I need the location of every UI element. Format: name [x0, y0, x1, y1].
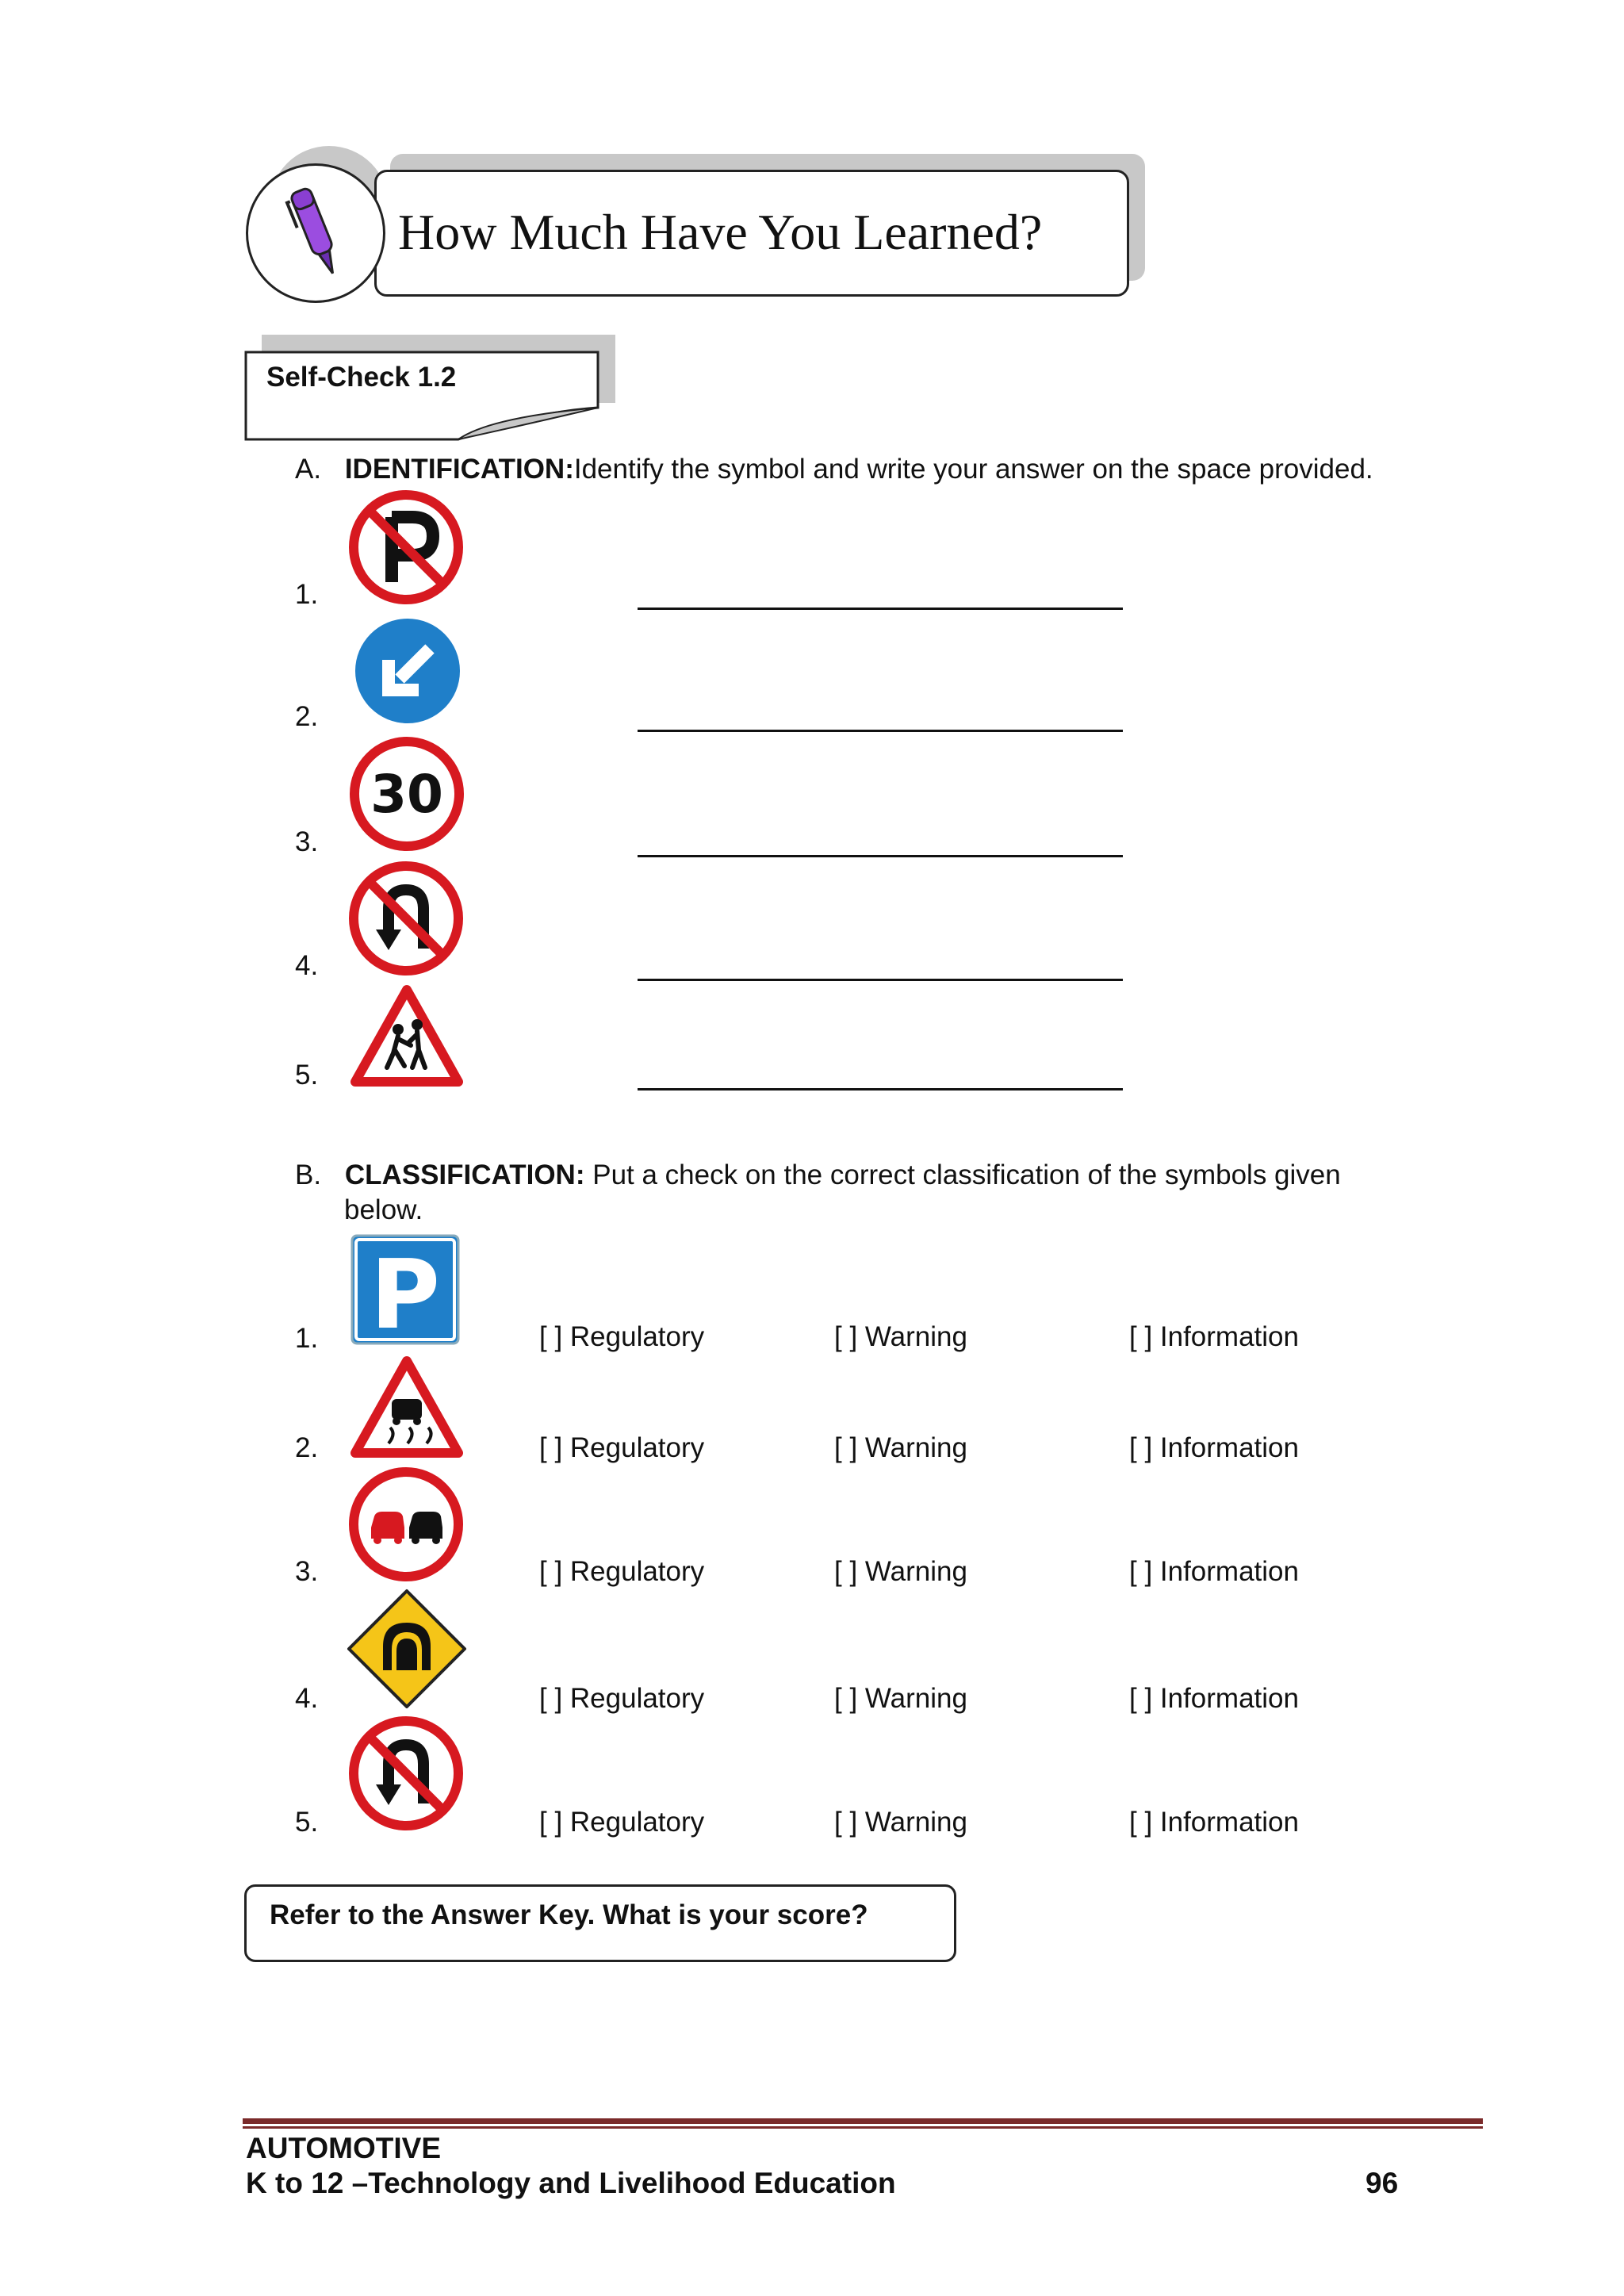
section-a-heading	[295, 454, 1373, 485]
page-title: How Much Have You Learned?	[398, 204, 1043, 260]
slippery-road-sign	[349, 1355, 465, 1461]
item-number: 4.	[295, 950, 319, 981]
section-b-heading	[295, 1159, 1341, 1191]
option-regulatory[interactable]: [ ] Regulatory	[539, 1556, 705, 1587]
section-b-instruction: Put a check on the correct classification of the symbols given	[592, 1159, 1341, 1190]
footer-subject: AUTOMOTIVE	[246, 2132, 441, 2164]
option-information[interactable]: [ ] Information	[1129, 1807, 1299, 1838]
section-b-letter: B.	[295, 1159, 322, 1190]
pen-badge	[246, 163, 385, 303]
item-number: 4.	[295, 1683, 319, 1714]
footer-course: K to 12 –Technology and Livelihood Education	[246, 2167, 896, 2199]
item-number: 5.	[295, 1060, 319, 1091]
item-number: 2.	[295, 701, 319, 732]
footer-rule	[243, 2118, 1483, 2124]
item-number: 1.	[295, 1323, 319, 1354]
score-prompt: Refer to the Answer Key. What is your score?	[270, 1899, 868, 1930]
no-u-turn-sign	[347, 1715, 465, 1832]
section-b-title: CLASSIFICATION:	[344, 1159, 585, 1190]
option-regulatory[interactable]: [ ] Regulatory	[539, 1807, 705, 1838]
page-number: 96	[1365, 2167, 1399, 2199]
item-number: 5.	[295, 1807, 319, 1838]
no-parking-sign	[347, 489, 465, 606]
tunnel-sign	[346, 1588, 468, 1710]
speed-limit-sign	[347, 734, 466, 853]
self-check-label: Self-Check 1.2	[266, 362, 457, 393]
answer-line[interactable]	[638, 979, 1123, 981]
item-number: 3.	[295, 826, 319, 857]
parking-sign	[350, 1234, 460, 1345]
item-number: 1.	[295, 579, 319, 610]
item-number: 2.	[295, 1432, 319, 1463]
option-information[interactable]: [ ] Information	[1129, 1556, 1299, 1587]
section-a-letter: A.	[295, 454, 322, 485]
option-warning[interactable]: [ ] Warning	[834, 1432, 967, 1463]
section-a-title: IDENTIFICATION:	[344, 454, 574, 485]
option-warning[interactable]: [ ] Warning	[834, 1683, 967, 1714]
section-a-instruction: Identify the symbol and write your answer on the space provided.	[573, 454, 1373, 485]
answer-line[interactable]	[638, 608, 1123, 610]
option-regulatory[interactable]: [ ] Regulatory	[539, 1683, 705, 1714]
option-regulatory[interactable]: [ ] Regulatory	[539, 1321, 705, 1352]
option-information[interactable]: [ ] Information	[1129, 1321, 1299, 1352]
option-information[interactable]: [ ] Information	[1129, 1432, 1299, 1463]
pen-icon	[248, 166, 383, 301]
section-b-instruction-cont: below.	[344, 1194, 423, 1225]
option-regulatory[interactable]: [ ] Regulatory	[539, 1432, 705, 1463]
children-crossing-sign	[349, 983, 465, 1090]
speed-limit-value: 30	[370, 764, 443, 825]
answer-line[interactable]	[638, 730, 1123, 732]
option-warning[interactable]: [ ] Warning	[834, 1807, 967, 1838]
no-u-turn-sign	[347, 860, 465, 977]
option-warning[interactable]: [ ] Warning	[834, 1556, 967, 1587]
answer-line[interactable]	[638, 1088, 1123, 1091]
parking-letter: P	[370, 1240, 440, 1345]
option-information[interactable]: [ ] Information	[1129, 1683, 1299, 1714]
item-number: 3.	[295, 1556, 319, 1587]
answer-line[interactable]	[638, 855, 1123, 857]
footer-rule-thin	[243, 2126, 1483, 2129]
keep-left-arrow-sign	[352, 615, 463, 726]
no-overtaking-sign	[347, 1466, 465, 1583]
option-warning[interactable]: [ ] Warning	[834, 1321, 967, 1352]
